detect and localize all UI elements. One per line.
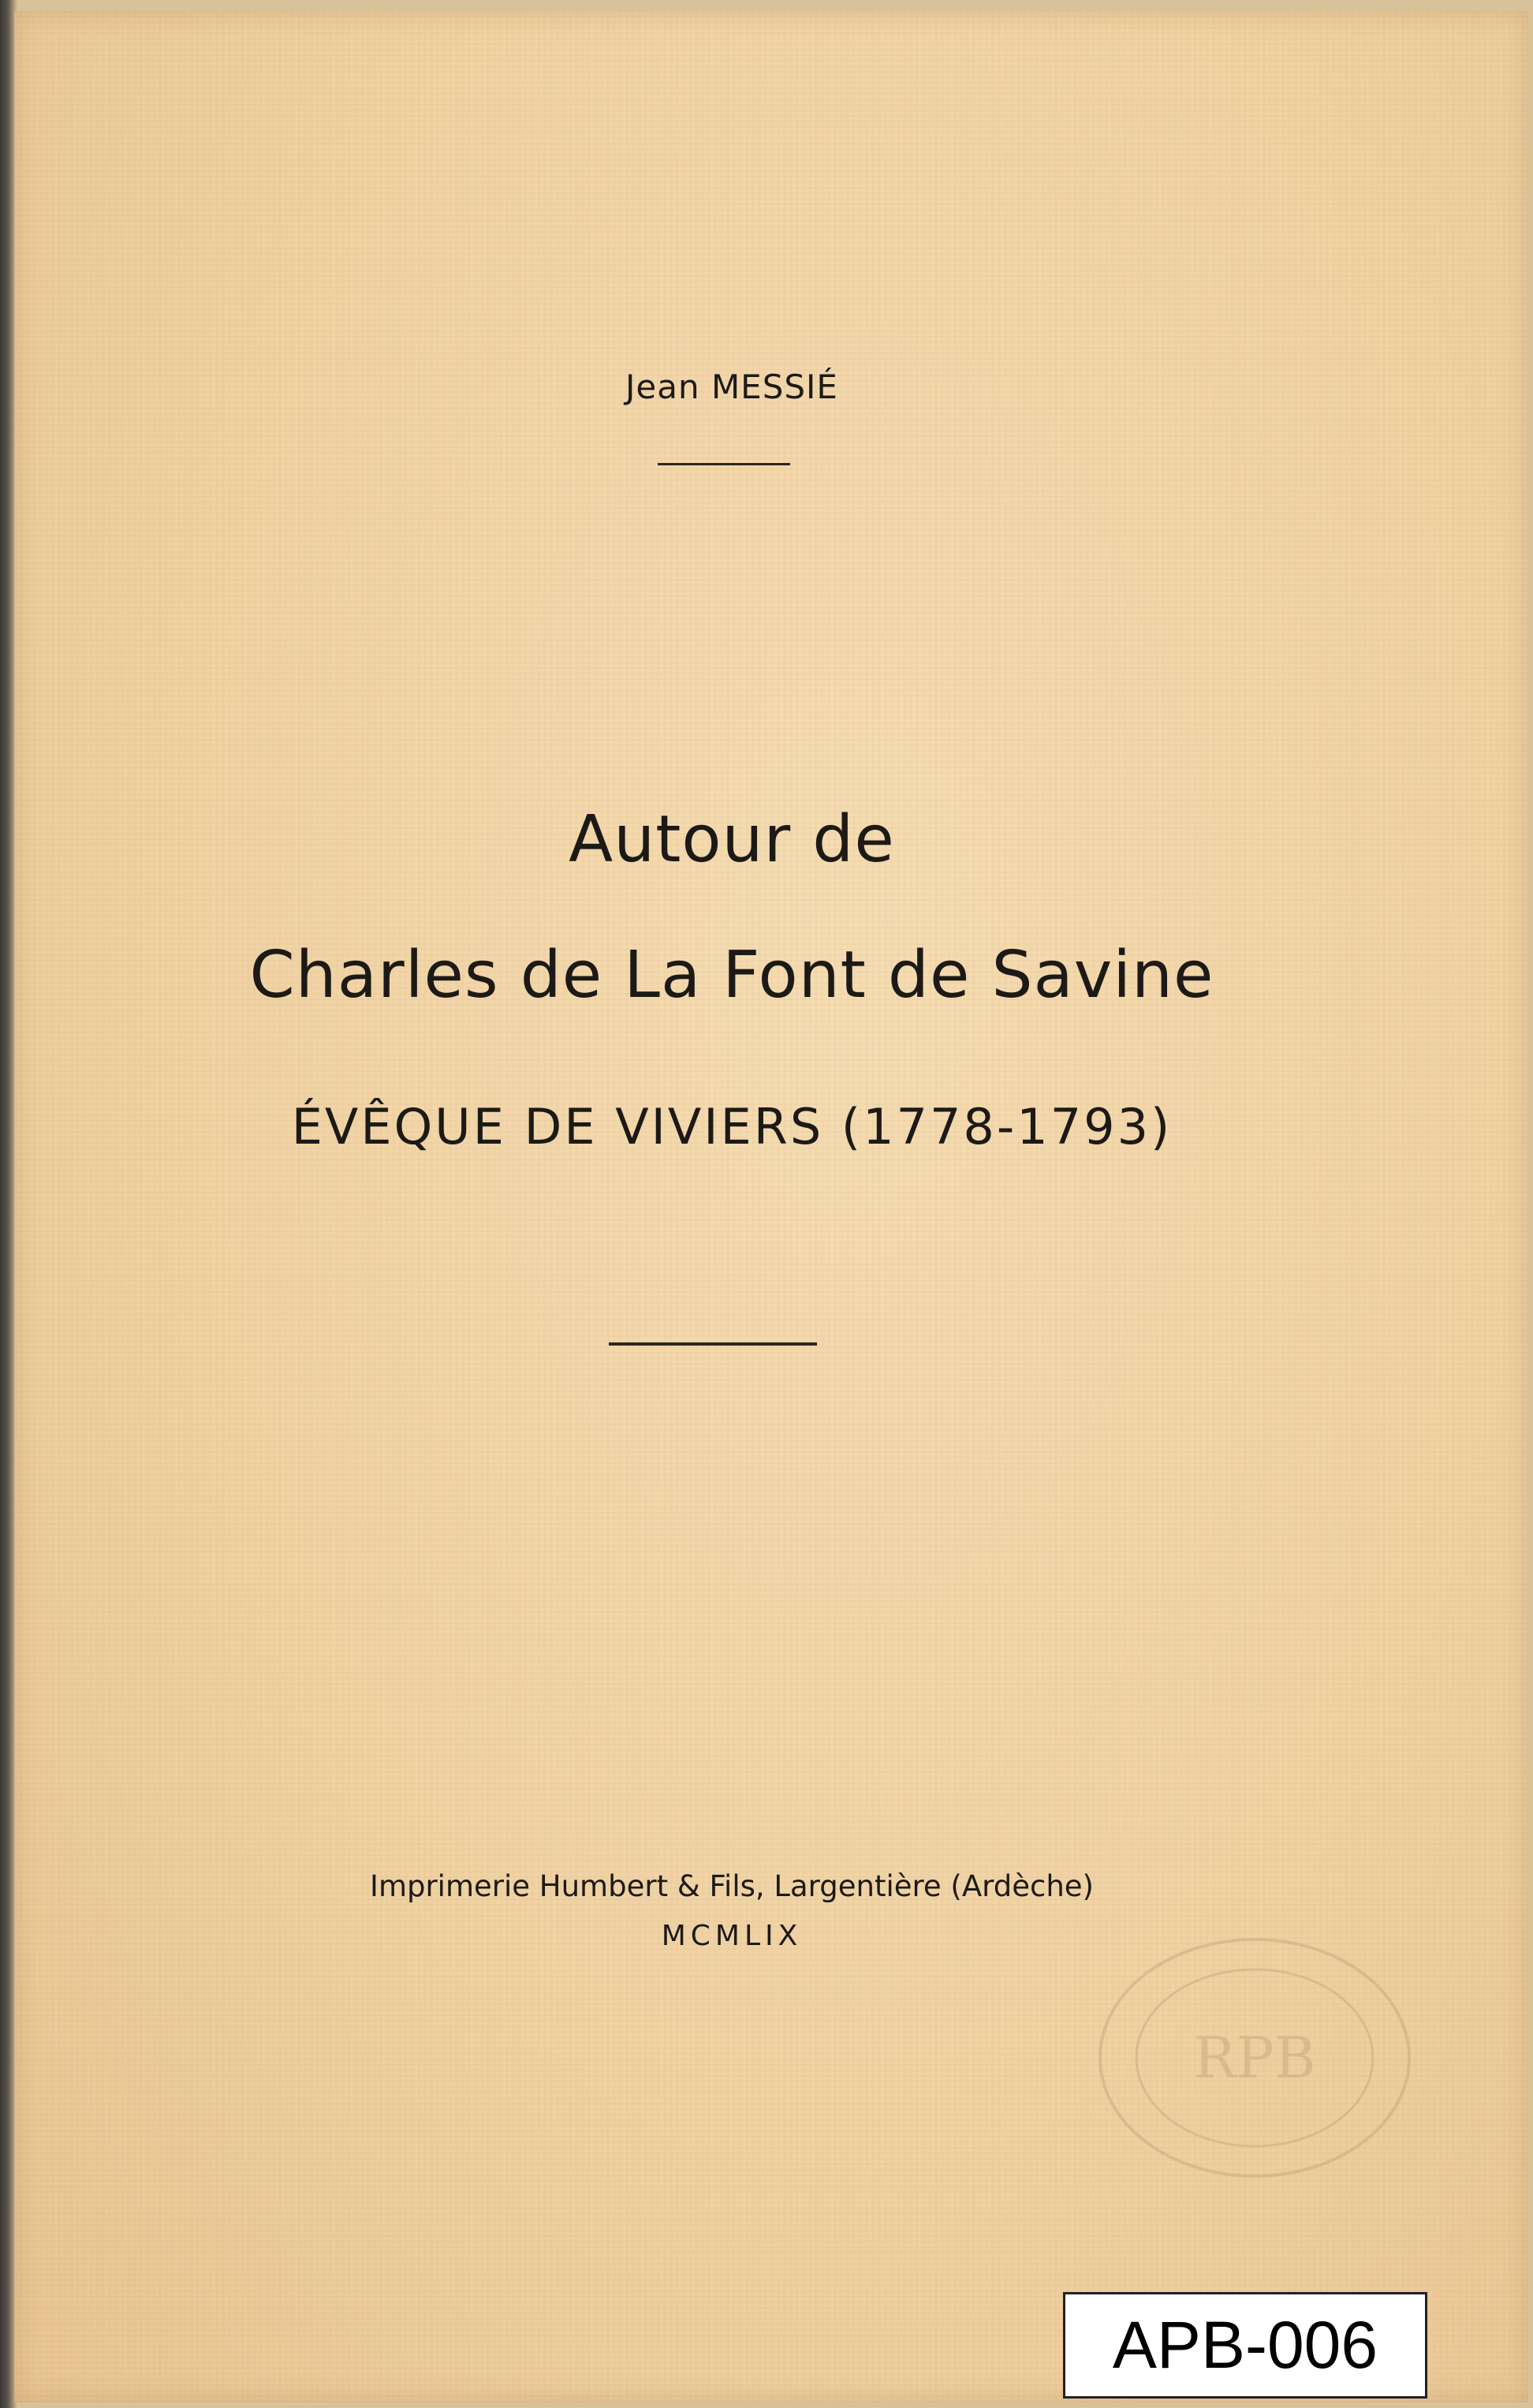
author-name: Jean MESSIÉ [625,368,838,406]
book-cover [14,11,1528,2402]
printer-imprint: Imprimerie Humbert & Fils, Largentière (Ardèche) [370,1869,1094,1903]
publication-year: MCMLIX [661,1920,803,1952]
divider-long [609,1342,817,1346]
title-line-1: Autour de [569,802,895,877]
divider-short [658,463,790,465]
title-line-2: Charles de La Font de Savine [249,938,1214,1013]
inventory-label: APB-006 [1063,2292,1427,2399]
seal-monogram: RPB [1193,2025,1316,2091]
library-seal-stamp [1093,1932,1416,2184]
subtitle: ÉVÊQUE DE VIVIERS (1778-1793) [291,1098,1173,1155]
